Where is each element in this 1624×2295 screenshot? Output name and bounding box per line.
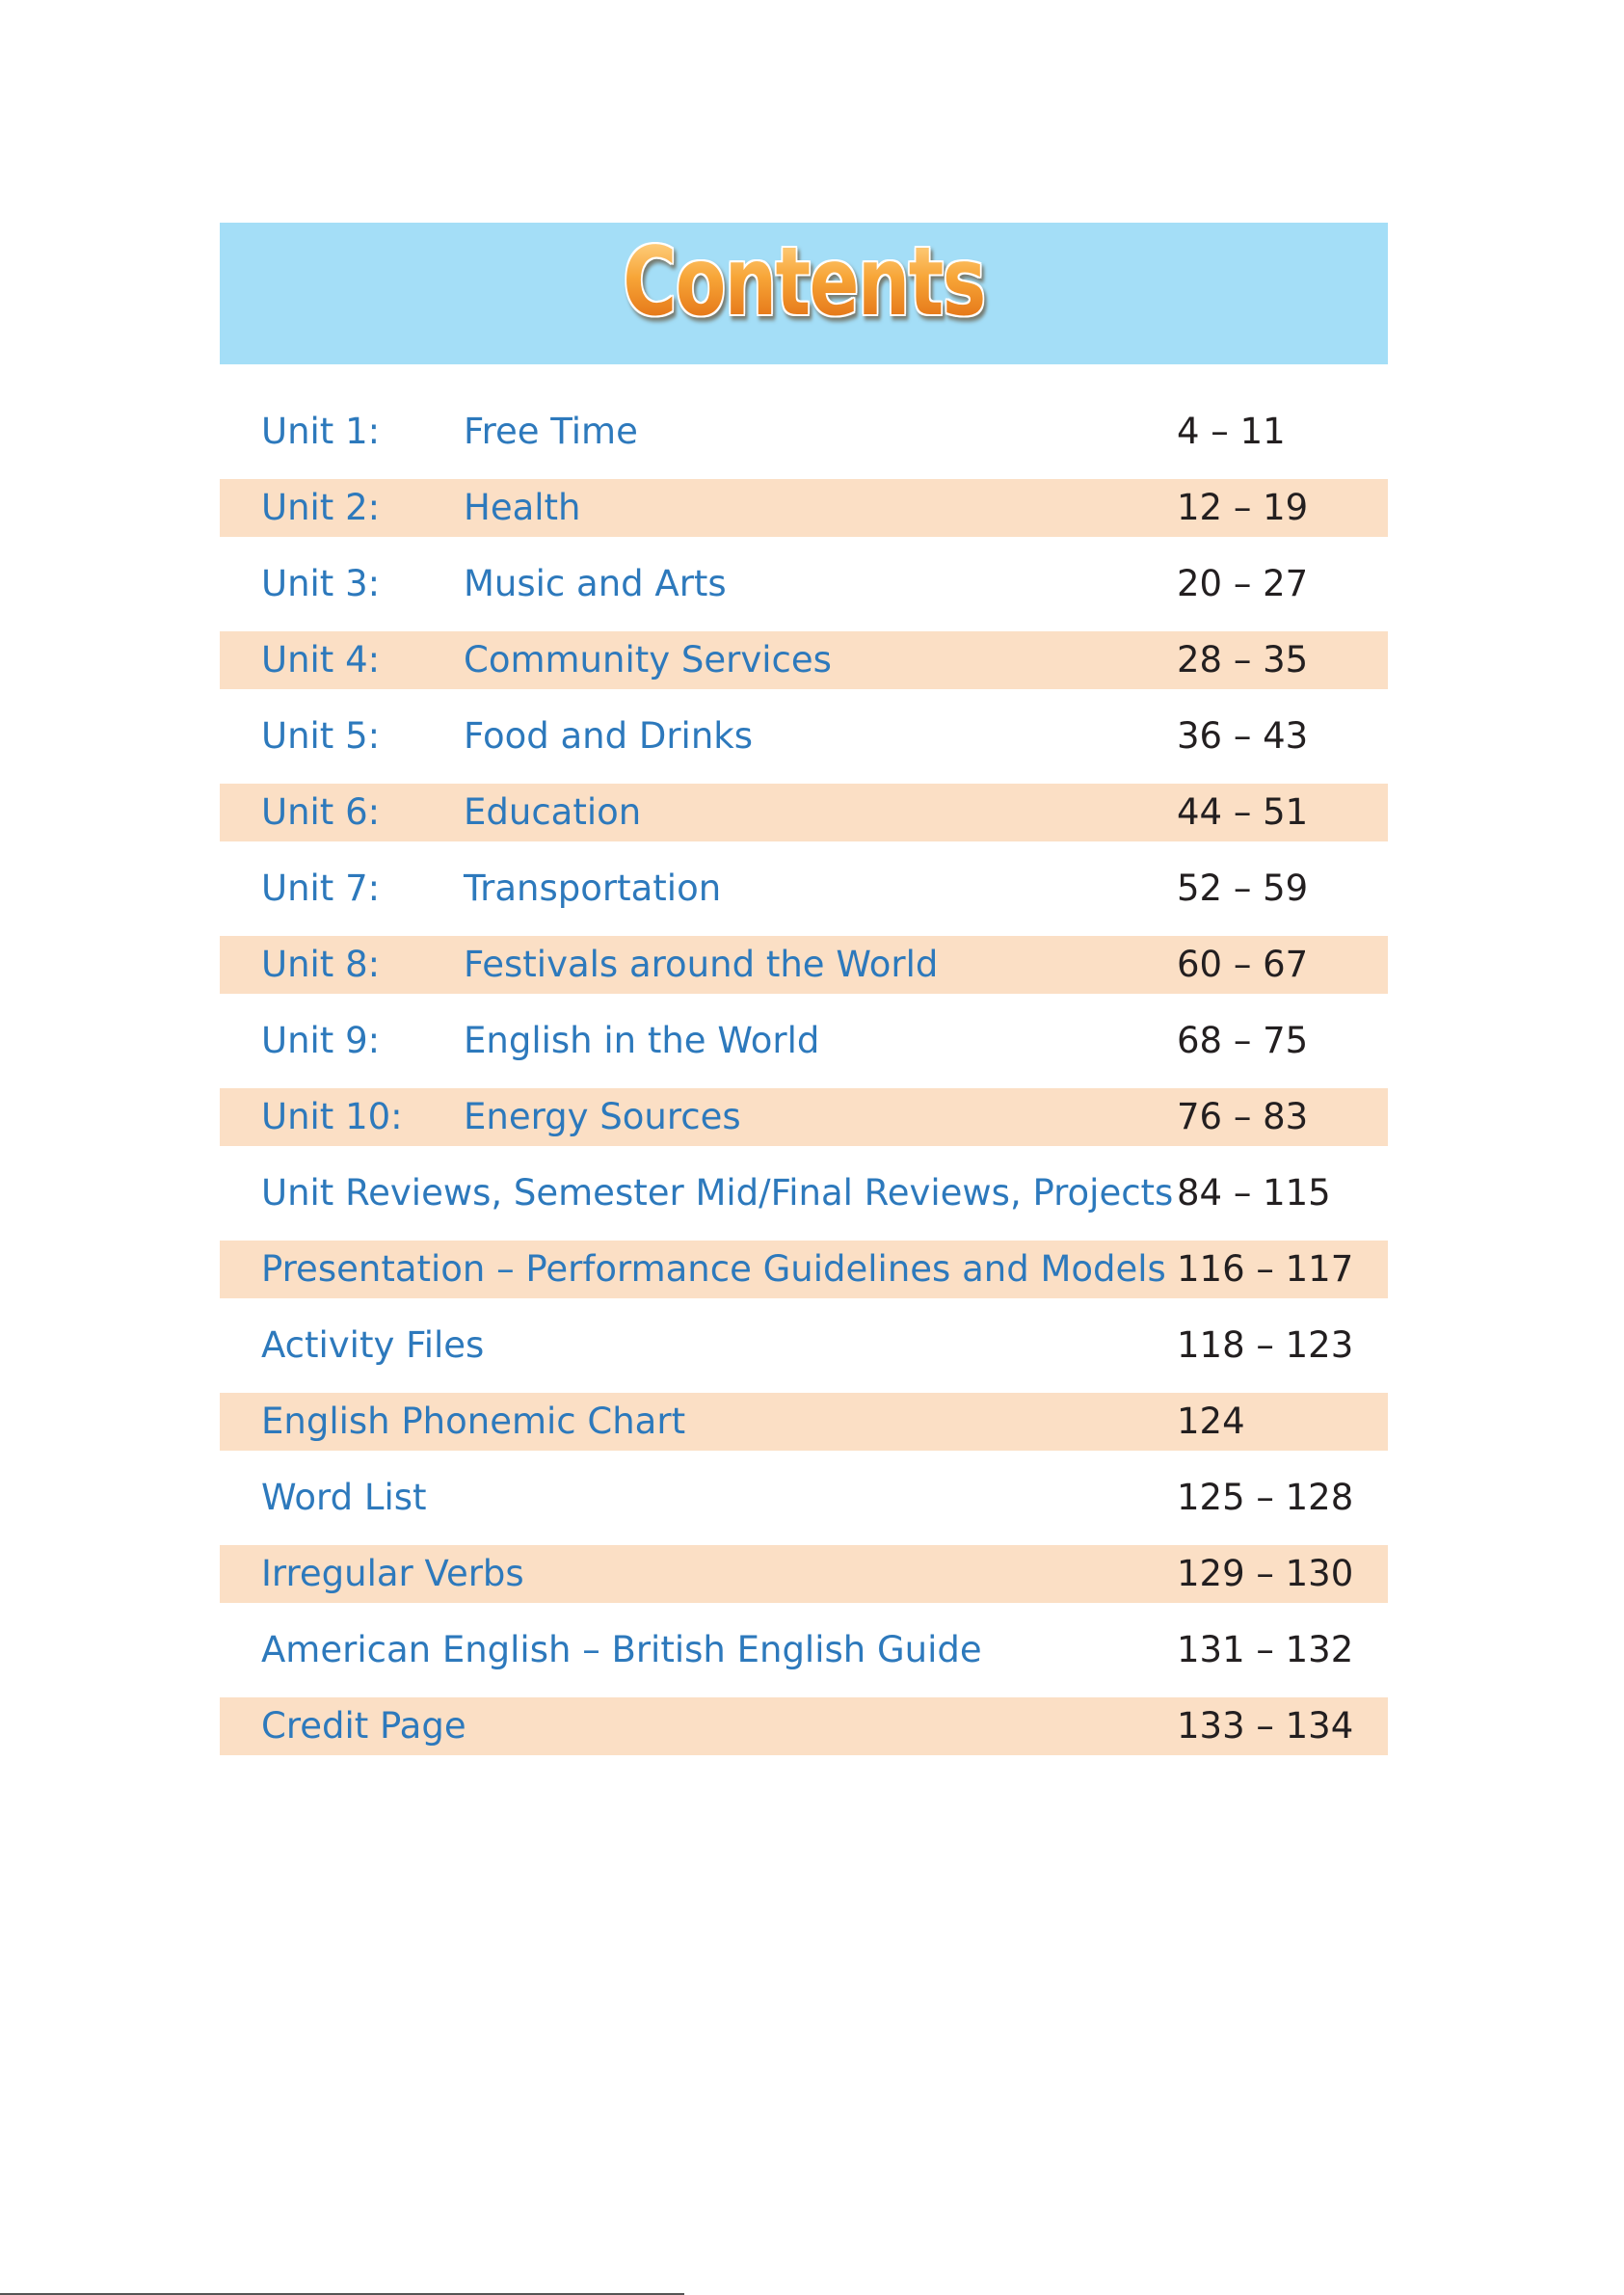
page-range: 68 – 75 — [1177, 1020, 1309, 1061]
page-range: 131 – 132 — [1177, 1629, 1354, 1670]
section-title[interactable]: American English – British English Guide — [261, 1629, 982, 1670]
unit-label: Unit 9: — [261, 1020, 381, 1061]
toc-row-activity-files[interactable] — [220, 1317, 1388, 1374]
unit-topic[interactable]: Festivals around the World — [464, 944, 939, 985]
unit-topic[interactable]: Transportation — [464, 867, 722, 909]
contents-header — [220, 223, 1388, 364]
unit-label: Unit 2: — [261, 487, 381, 528]
page-range: 60 – 67 — [1177, 944, 1309, 985]
unit-label: Unit 10: — [261, 1096, 403, 1137]
toc-row-american-british-guide[interactable] — [220, 1621, 1388, 1679]
unit-topic[interactable]: English in the World — [464, 1020, 820, 1061]
section-title[interactable]: Word List — [261, 1477, 427, 1518]
page-range: 84 – 115 — [1177, 1172, 1331, 1214]
toc-row-unit-2[interactable] — [220, 479, 1388, 537]
toc-row-unit-1[interactable] — [220, 403, 1388, 461]
table-of-contents — [220, 403, 1388, 1774]
section-title[interactable]: Credit Page — [261, 1705, 466, 1747]
page-range: 36 – 43 — [1177, 715, 1309, 757]
toc-row-unit-8[interactable] — [220, 936, 1388, 994]
section-title[interactable]: Presentation – Performance Guidelines and Models — [261, 1248, 1166, 1290]
page-range: 20 – 27 — [1177, 563, 1309, 604]
page-range: 125 – 128 — [1177, 1477, 1354, 1518]
section-title[interactable]: Irregular Verbs — [261, 1553, 524, 1594]
toc-row-credit-page[interactable] — [220, 1697, 1388, 1755]
unit-label: Unit 1: — [261, 411, 381, 452]
toc-row-unit-3[interactable] — [220, 555, 1388, 613]
page-range: 116 – 117 — [1177, 1248, 1354, 1290]
toc-row-unit-6[interactable] — [220, 784, 1388, 841]
page-range: 76 – 83 — [1177, 1096, 1309, 1137]
unit-label: Unit 4: — [261, 639, 381, 680]
toc-row-phonemic-chart[interactable] — [220, 1393, 1388, 1451]
toc-row-unit-9[interactable] — [220, 1012, 1388, 1070]
unit-topic[interactable]: Music and Arts — [464, 563, 727, 604]
unit-label: Unit 6: — [261, 791, 381, 833]
page-range: 124 — [1177, 1401, 1245, 1442]
unit-topic[interactable]: Food and Drinks — [464, 715, 753, 757]
page-range: 133 – 134 — [1177, 1705, 1354, 1747]
unit-topic[interactable]: Energy Sources — [464, 1096, 741, 1137]
page-range: 44 – 51 — [1177, 791, 1309, 833]
toc-row-unit-5[interactable] — [220, 707, 1388, 765]
unit-topic[interactable]: Free Time — [464, 411, 638, 452]
toc-row-unit-10[interactable] — [220, 1088, 1388, 1146]
unit-label: Unit 8: — [261, 944, 381, 985]
toc-row-word-list[interactable] — [220, 1469, 1388, 1527]
toc-row-irregular-verbs[interactable] — [220, 1545, 1388, 1603]
unit-topic[interactable]: Health — [464, 487, 581, 528]
page-range: 118 – 123 — [1177, 1324, 1354, 1366]
toc-row-reviews[interactable] — [220, 1164, 1388, 1222]
page-range: 28 – 35 — [1177, 639, 1309, 680]
toc-row-unit-7[interactable] — [220, 860, 1388, 918]
page-range: 4 – 11 — [1177, 411, 1286, 452]
page-range: 52 – 59 — [1177, 867, 1309, 909]
unit-label: Unit 5: — [261, 715, 381, 757]
unit-topic[interactable]: Community Services — [464, 639, 832, 680]
unit-label: Unit 7: — [261, 867, 381, 909]
page-range: 129 – 130 — [1177, 1553, 1354, 1594]
section-title[interactable]: Activity Files — [261, 1324, 485, 1366]
section-title[interactable]: Unit Reviews, Semester Mid/Final Reviews, Projects — [261, 1172, 1174, 1214]
page-range: 12 – 19 — [1177, 487, 1309, 528]
page-title: Contents — [348, 235, 1259, 330]
section-title[interactable]: English Phonemic Chart — [261, 1401, 686, 1442]
unit-topic[interactable]: Education — [464, 791, 642, 833]
unit-label: Unit 3: — [261, 563, 381, 604]
toc-row-unit-4[interactable] — [220, 631, 1388, 689]
toc-row-presentation[interactable] — [220, 1241, 1388, 1298]
